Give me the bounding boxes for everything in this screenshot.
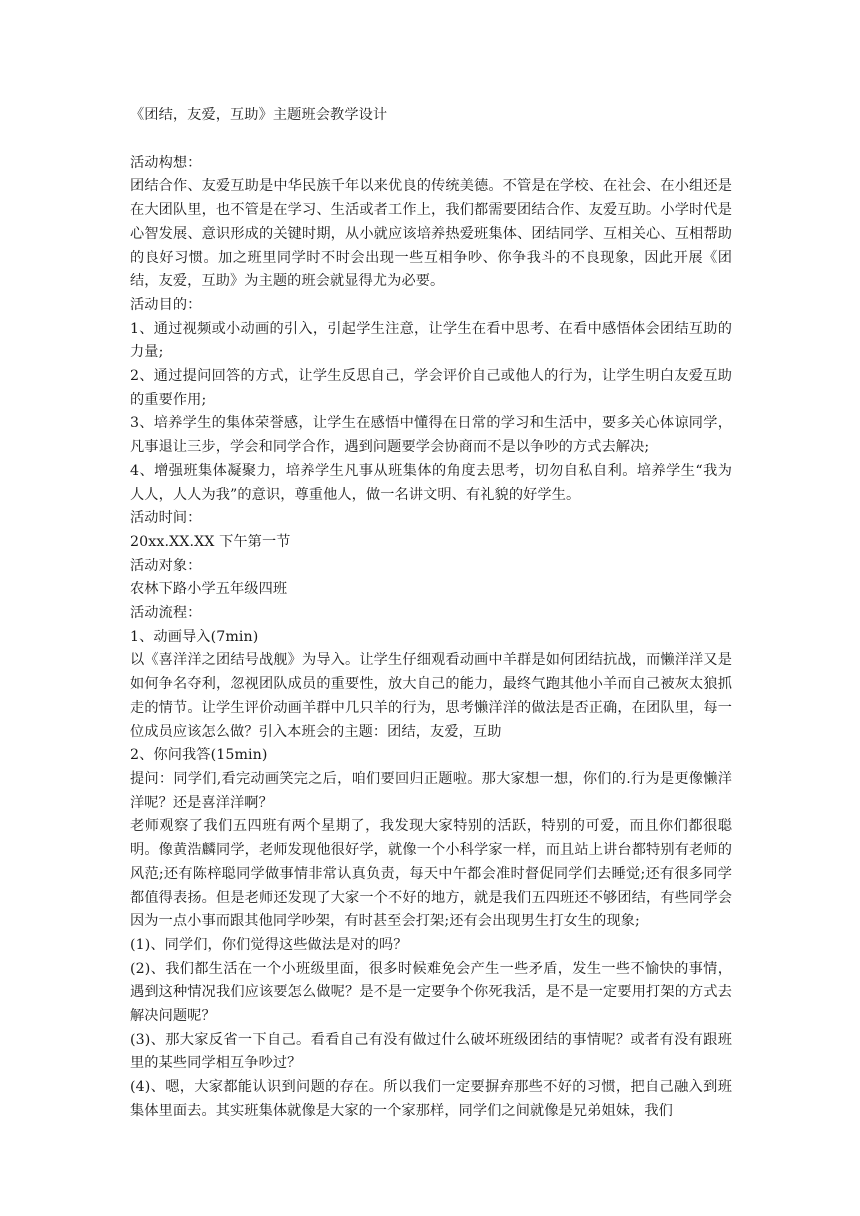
section-heading-audience: 活动对象： xyxy=(130,557,202,574)
document-title: 《团结，友爱，互助》主题班会教学设计 xyxy=(130,107,388,123)
section-heading-purpose: 活动目的： xyxy=(130,296,202,313)
process-step-2-heading: 2、你问我答(15min) xyxy=(130,747,268,764)
process-step-1-heading: 1、动画导入(7min) xyxy=(130,628,259,645)
activity-audience: 农林下路小学五年级四班 xyxy=(130,581,288,598)
process-step-2-text: 老师观察了我们五四班有两个星期了，我发现大家特别的活跃，特别的可爱，而且你们都很聪明。像黄浩麟同学，老师发现他很好学，就像一个小科学家一样，而且站上讲台都特别有老师的风范;还有陈梓聪同学做事情非常认真负责，每天中午都会准时督促同学们去睡觉;还有很多同学都值得表扬。但是老师还发现了大家一个不好的地方，就是我们五四班还不够团结，有些同学会因为一点小事而跟其他同学吵架，有时甚至会打架;还有会出现男生打女生的现象; xyxy=(130,818,732,930)
section-heading-concept: 活动构想： xyxy=(130,154,202,171)
discussion-item-1: (1)、同学们，你们觉得这些做法是对的吗？ xyxy=(130,936,408,953)
paragraph-concept: 团结合作、友爱互助是中华民族千年以来优良的传统美德。不管是在学校、在社会、在小组还是在大团队里，也不管是在学习、生活或者工作上，我们都需要团结合作、友爱互助。小学时代是心智发展、意识形成的关键时期，从小就应该培养热爱班集体、团结同学、互相关心、互相帮助的良好习惯。加之班里同学时不时会出现一些互相争吵、你争我斗的不良现象，因此开展《团结，友爱，互助》为主题的班会就显得尤为必要。 xyxy=(130,178,732,290)
discussion-item-2: (2)、我们都生活在一个小班级里面，很多时候难免会产生一些矛盾，发生一些不愉快的事情，遇到这种情况我们应该要怎么做呢？是不是一定要争个你死我活，是不是一定要用打架的方式去解决问题呢？ xyxy=(130,960,732,1025)
purpose-item-1: 1、通过视频或小动画的引入，引起学生注意，让学生在看中思考、在看中感悟体会团结互助的力量; xyxy=(130,320,732,361)
activity-time: 20xx.XX.XX 下午第一节 xyxy=(130,533,291,550)
discussion-item-3: (3)、那大家反省一下自己。看看自己有没有做过什么破坏班级团结的事情呢？或者有没有跟班里的某些同学相互争吵过？ xyxy=(130,1031,732,1072)
purpose-item-2: 2、通过提问回答的方式，让学生反思自己，学会评价自己或他人的行为，让学生明白友爱互助的重要作用; xyxy=(130,368,732,408)
document-body xyxy=(130,152,732,1124)
process-step-1-text: 以《喜洋洋之团结号战舰》为导入。让学生仔细观看动画中羊群是如何团结抗战，而懒洋洋又是如何争名夺利，忽视团队成员的重要性，放大自己的能力，最终气跑其他小羊而自己被灰太狼抓走的情节。让学生评价动画羊群中几只羊的行为，思考懒洋洋的做法是否正确，在团队里，每一位成员应该怎么做？引入本班会的主题：团结，友爱，互助 xyxy=(130,652,732,740)
process-step-2-question: 提问：同学们,看完动画笑完之后，咱们要回归正题啦。那大家想一想，你们的.行为是更像懒洋洋呢？还是喜洋洋啊？ xyxy=(130,770,732,811)
discussion-item-4: (4)、嗯，大家都能认识到问题的存在。所以我们一定要摒弃那些不好的习惯，把自己融入到班集体里面去。其实班集体就像是大家的一个家那样，同学们之间就像是兄弟姐妹，我们 xyxy=(130,1079,732,1119)
purpose-item-3: 3、培养学生的集体荣誉感，让学生在感悟中懂得在日常的学习和生活中，要多关心体谅同学，凡事退让三步，学会和同学合作，遇到问题要学会协商而不是以争吵的方式去解决; xyxy=(130,415,732,456)
purpose-item-4: 4、增强班集体凝聚力，培养学生凡事从班集体的角度去思考，切勿自私自利。培养学生“我为人人，人人为我”的意识，尊重他人，做一名讲文明、有礼貌的好学生。 xyxy=(130,462,732,503)
document-page xyxy=(130,104,732,1124)
section-heading-process: 活动流程： xyxy=(130,605,202,622)
section-heading-time: 活动时间： xyxy=(130,510,202,527)
